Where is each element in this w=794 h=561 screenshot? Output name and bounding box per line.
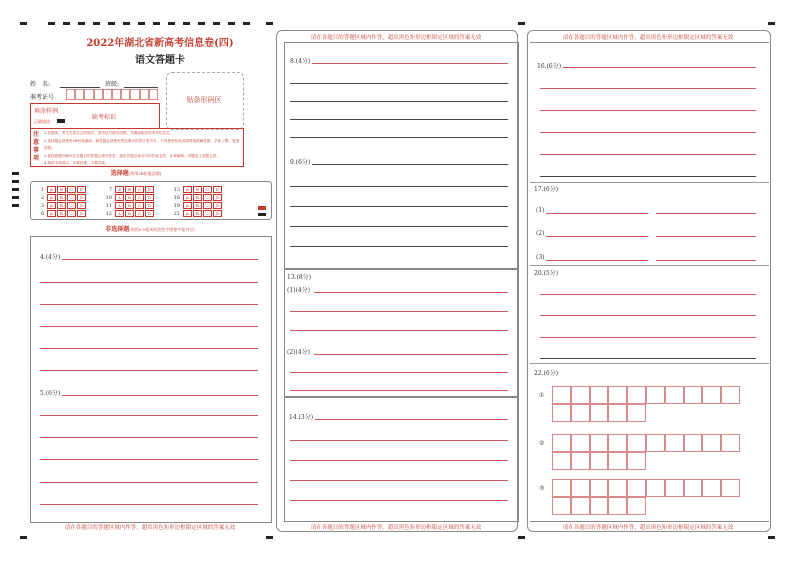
ticket-label: 准考证号: [30, 94, 55, 101]
nonmc-note: (须用0.5毫米的黑色字迹签字笔书写): [129, 227, 195, 232]
q16-line[interactable]: [540, 154, 756, 155]
q17-line[interactable]: [546, 213, 648, 214]
notice-line: 4.保持卡面清洁，不要折叠、不要弄破。: [44, 161, 109, 165]
q9-line[interactable]: [290, 186, 508, 187]
mc-option-bubble[interactable]: A: [115, 202, 124, 209]
q13-label: 13.(8分): [287, 274, 312, 281]
mc-option-bubble[interactable]: A: [115, 210, 124, 217]
mc-option-bubble[interactable]: A: [183, 210, 192, 217]
mc-option-bubble[interactable]: C: [67, 202, 76, 209]
mc-question-row: [36, 210, 87, 217]
mc-question-row: [172, 186, 223, 193]
mc-option-bubble[interactable]: D: [213, 210, 222, 217]
q8-line[interactable]: [312, 63, 508, 64]
q9-line[interactable]: [312, 164, 508, 165]
mc-question-row: [104, 194, 155, 201]
q20-line[interactable]: [540, 337, 756, 338]
mc-option-bubble[interactable]: C: [135, 210, 144, 217]
q17-3-label: (3): [536, 254, 545, 261]
q13-line[interactable]: [290, 390, 508, 391]
q17-label: 17.(6分): [534, 186, 559, 193]
mc-option-bubble[interactable]: C: [203, 202, 212, 209]
q4-line[interactable]: [62, 259, 258, 260]
q22-1-grid[interactable]: [552, 386, 740, 404]
q14-line[interactable]: [290, 440, 508, 441]
mc-option-bubble[interactable]: A: [115, 186, 124, 193]
q4-line[interactable]: [40, 304, 258, 305]
left-footer-warning: 请在各题目的答题区域内作答，超出黑色矩形边框限定区域的答案无效: [64, 525, 236, 531]
left-answer-box: [30, 236, 272, 523]
q4-line[interactable]: [40, 326, 258, 327]
mc-question-row: [104, 202, 155, 209]
name-line: [60, 87, 100, 88]
q13-2-label: (2)(4分): [287, 349, 310, 356]
q9-line[interactable]: [290, 226, 508, 227]
right-footer-warning: 请在各题目的答题区域内作答，超出黑色矩形边框限定区域的答案无效: [562, 525, 734, 531]
q9-line[interactable]: [290, 206, 508, 207]
class-label: 班级:: [105, 81, 120, 88]
mc-option-bubble[interactable]: A: [183, 186, 192, 193]
mc-option-bubble[interactable]: C: [203, 186, 212, 193]
mc-question-row: [172, 202, 223, 209]
mc-question-row: [36, 202, 87, 209]
q16-line[interactable]: [540, 132, 756, 133]
q17-line[interactable]: [546, 236, 648, 237]
q8-line[interactable]: [290, 137, 508, 138]
mc-option-bubble[interactable]: D: [213, 186, 222, 193]
q5-line[interactable]: [40, 504, 258, 505]
q16-line[interactable]: [540, 88, 756, 89]
mc-question-number: 11: [105, 202, 112, 209]
q17-line[interactable]: [656, 236, 756, 237]
mc-question-number: 21: [173, 210, 180, 217]
mc-note: (须用2B铅笔涂填): [128, 171, 162, 176]
q5-line[interactable]: [40, 437, 258, 438]
mc-option-bubble[interactable]: D: [145, 210, 154, 217]
mc-question-row: [36, 186, 87, 193]
q20-label: 20.(5分): [534, 270, 559, 277]
mc-option-bubble[interactable]: C: [203, 194, 212, 201]
mc-end-mark: [258, 206, 266, 210]
middle-answer-box-bottom: [284, 396, 519, 522]
missing-mark-label: 缺考标识: [92, 114, 117, 121]
mc-option-bubble[interactable]: B: [193, 210, 202, 217]
q16-line[interactable]: [563, 67, 756, 68]
mc-option-bubble[interactable]: A: [183, 202, 192, 209]
q8-line[interactable]: [290, 83, 508, 84]
mc-question-number: 6: [40, 210, 44, 217]
q22-1-label: ①: [539, 392, 545, 399]
notice-line: 1.答题前，考生先将自己的姓名、准考证号填写清楚，并填涂相应的考号信息点。: [44, 131, 174, 135]
q4-line[interactable]: [40, 370, 258, 371]
mc-option-bubble[interactable]: A: [47, 210, 56, 217]
q17-line[interactable]: [656, 260, 756, 261]
section-divider: [530, 363, 769, 364]
q16-label: 16.(6分): [537, 63, 562, 70]
mc-option-bubble[interactable]: C: [67, 194, 76, 201]
exam-title: 2022年湖北省新高考信息卷(四): [86, 38, 234, 49]
q13-line[interactable]: [290, 372, 508, 373]
mc-question-row: [36, 194, 87, 201]
middle-answer-box-top: [284, 42, 519, 270]
q5-line[interactable]: [40, 415, 258, 416]
q22-1-grid-row2[interactable]: [552, 404, 646, 422]
q16-line[interactable]: [540, 176, 756, 177]
q22-2-grid-row2[interactable]: [552, 452, 646, 470]
q5-line[interactable]: [62, 395, 258, 396]
q4-line[interactable]: [40, 348, 258, 349]
middle-answer-box-mid: [284, 268, 519, 398]
q13-line[interactable]: [314, 292, 508, 293]
mc-option-bubble[interactable]: A: [183, 194, 192, 201]
fill-example-label: 填涂样例: [34, 108, 59, 115]
mc-option-bubble[interactable]: D: [145, 202, 154, 209]
mc-option-bubble[interactable]: C: [203, 210, 212, 217]
correct-fill-label: 正确填涂: [34, 119, 50, 124]
q22-3-grid[interactable]: [552, 479, 740, 497]
q14-label: 14.(3分): [289, 414, 314, 421]
mc-option-bubble[interactable]: B: [57, 186, 66, 193]
mc-question-number: 19: [173, 202, 180, 209]
notice-lines: [44, 130, 240, 168]
q16-line[interactable]: [540, 110, 756, 111]
mc-question-number: 10: [105, 194, 112, 201]
q13-1-label: (1)(4分): [287, 287, 310, 294]
mc-option-bubble[interactable]: D: [77, 186, 86, 193]
mc-question-number: 1: [40, 186, 44, 193]
q9-label: 9.(6分): [290, 159, 311, 166]
mc-option-bubble[interactable]: D: [77, 202, 86, 209]
q13-line[interactable]: [290, 330, 508, 331]
notice-line: 3.请按照题号顺序在各题目的答题区域内作答，超出答题区域书写的答案无效；在草稿纸、试题卷上答题无效。: [44, 153, 220, 158]
middle-footer-warning: 请在各题目的答题区域内作答，超出黑色矩形边框限定区域的答案无效: [310, 525, 482, 531]
q5-line[interactable]: [40, 459, 258, 460]
mc-option-bubble[interactable]: C: [135, 202, 144, 209]
mc-title: 选择题: [110, 170, 129, 177]
mc-option-bubble[interactable]: D: [77, 210, 86, 217]
q5-label: 5.(6分): [40, 390, 61, 397]
card-title: 语文答题卡: [135, 55, 185, 66]
mc-option-bubble[interactable]: B: [125, 202, 134, 209]
mc-option-bubble[interactable]: A: [47, 194, 56, 201]
mc-question-row: [104, 186, 155, 193]
mc-option-bubble[interactable]: B: [57, 194, 66, 201]
mc-option-bubble[interactable]: B: [193, 194, 202, 201]
notice-heading: 注意事项: [33, 131, 40, 162]
q14-line[interactable]: [290, 500, 508, 501]
nonmc-title: 非选择题: [105, 226, 130, 233]
mc-question-number: 2: [40, 194, 44, 201]
mc-option-bubble[interactable]: D: [213, 194, 222, 201]
mc-question-row: [172, 194, 223, 201]
q17-line[interactable]: [546, 260, 648, 261]
q22-2-label: ②: [539, 440, 545, 447]
barcode-zone-label: 贴条形码区: [186, 96, 222, 104]
ticket-number-boxes[interactable]: [66, 89, 158, 100]
mc-option-bubble[interactable]: C: [67, 210, 76, 217]
section-divider: [530, 182, 769, 183]
nonmc-section-title: [30, 224, 270, 233]
mc-question-row: [104, 210, 155, 217]
mc-option-bubble[interactable]: B: [193, 202, 202, 209]
mc-option-bubble[interactable]: B: [57, 210, 66, 217]
q14-line[interactable]: [290, 460, 508, 461]
q9-line[interactable]: [290, 246, 508, 247]
mc-question-number: 3: [40, 202, 44, 209]
q8-label: 8.(4分): [290, 58, 311, 65]
q22-3-grid-row2[interactable]: [552, 497, 646, 515]
mc-option-bubble[interactable]: C: [135, 186, 144, 193]
mc-option-bubble[interactable]: B: [193, 186, 202, 193]
mc-question-row: [172, 210, 223, 217]
mc-option-bubble[interactable]: A: [47, 186, 56, 193]
q17-2-label: (2): [536, 230, 545, 237]
q20-line[interactable]: [540, 315, 756, 316]
q14-line[interactable]: [315, 419, 508, 420]
correct-fill-sample: [57, 119, 65, 123]
mc-option-bubble[interactable]: D: [145, 186, 154, 193]
mc-option-bubble[interactable]: C: [67, 186, 76, 193]
mc-option-bubble[interactable]: B: [125, 194, 134, 201]
mc-question-number: 12: [105, 210, 112, 217]
notice-line: 2.选择题必须使用2B铅笔填涂；解答题必须使用黑色墨水的签字笔书写，不得使用铅笔或圆珠笔做解答题：字体工整、笔迹清楚。: [44, 138, 240, 150]
mc-question-number: 18: [173, 194, 180, 201]
q22-label: 22.(6分): [534, 370, 559, 377]
right-header-warning: 请在各题目的答题区域内作答，超出黑色矩形边框限定区域的答案无效: [562, 35, 734, 41]
q22-3-label: ③: [539, 485, 545, 492]
mc-section-title: [30, 168, 242, 177]
q13-line[interactable]: [290, 311, 508, 312]
q5-line[interactable]: [40, 482, 258, 483]
mc-question-number: 13: [173, 186, 180, 193]
middle-header-warning: 请在各题目的答题区域内作答，超出黑色矩形边框限定区域的答案无效: [310, 35, 482, 41]
section-divider: [530, 265, 769, 266]
mc-option-bubble[interactable]: D: [145, 194, 154, 201]
mc-option-bubble[interactable]: A: [47, 202, 56, 209]
q8-line[interactable]: [290, 119, 508, 120]
mc-end-mark-2: [258, 213, 266, 216]
q20-line[interactable]: [540, 358, 756, 359]
mc-option-bubble[interactable]: B: [57, 202, 66, 209]
q4-line[interactable]: [40, 282, 258, 283]
mc-question-number: 7: [108, 186, 112, 193]
class-line: [124, 87, 158, 88]
name-label: 姓 名:: [30, 81, 51, 88]
mc-option-bubble[interactable]: D: [77, 194, 86, 201]
mc-option-bubble[interactable]: C: [135, 194, 144, 201]
q4-label: 4.(4分): [40, 254, 61, 261]
mc-option-bubble[interactable]: B: [125, 186, 134, 193]
mc-option-bubble[interactable]: A: [115, 194, 124, 201]
q13-line[interactable]: [314, 354, 508, 355]
q22-2-grid[interactable]: [552, 434, 740, 452]
q14-line[interactable]: [290, 480, 508, 481]
mc-option-bubble[interactable]: B: [125, 210, 134, 217]
q17-line[interactable]: [656, 213, 756, 214]
q8-line[interactable]: [290, 101, 508, 102]
q17-1-label: (1): [536, 207, 545, 214]
mc-option-bubble[interactable]: D: [213, 202, 222, 209]
q20-line[interactable]: [540, 294, 756, 295]
